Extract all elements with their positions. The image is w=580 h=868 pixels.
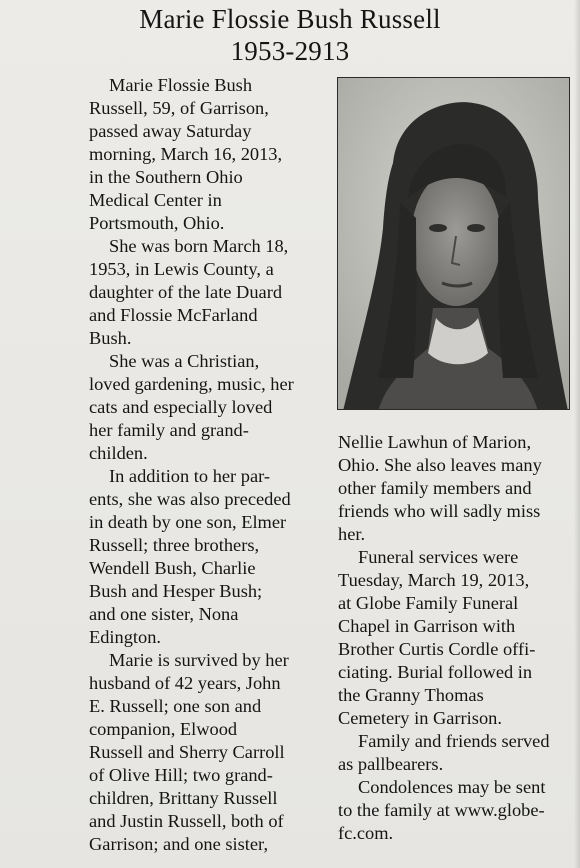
text-line: Ohio. She also leaves many [338, 455, 542, 475]
text-line: Edington. [89, 627, 162, 647]
text-line: She was born March 18, [109, 236, 289, 256]
paragraph-birth [89, 235, 329, 350]
obituary-name: Marie Flossie Bush Russell [139, 4, 441, 34]
text-line: other family members and [338, 478, 532, 498]
text-line: Medical Center in [89, 190, 222, 210]
text-line: and Justin Russell, both of [89, 811, 284, 831]
text-line: Wendell Bush, Charlie [89, 558, 256, 578]
text-line: Nellie Lawhun of Marion, [338, 432, 532, 452]
text-line: friends who will sadly miss [338, 501, 541, 521]
obituary-years: 1953-2913 [230, 36, 350, 66]
text-line: Brother Curtis Cordle offi- [338, 639, 536, 659]
text-line: ciating. Burial followed in [338, 662, 533, 682]
paragraph-interests [89, 350, 329, 465]
text-line: as pallbearers. [338, 754, 444, 774]
text-line: companion, Elwood [89, 719, 238, 739]
text-line: Funeral services were [358, 547, 519, 567]
text-line: morning, March 16, 2013, [89, 144, 283, 164]
text-line: her. [338, 524, 366, 544]
paragraph-pallbearers [338, 730, 578, 776]
text-line: ents, she was also preceded [89, 489, 291, 509]
text-line: and Flossie McFarland [89, 305, 258, 325]
text-line: Garrison; and one sister, [89, 834, 269, 854]
paragraph-survived-by [89, 649, 329, 856]
text-line: Condolences may be sent [358, 777, 546, 797]
text-line: In addition to her par- [109, 466, 271, 486]
paragraph-death-notice [89, 74, 329, 235]
text-line: She was a Christian, [109, 351, 260, 371]
text-line: the Granny Thomas [338, 685, 484, 705]
portrait-illustration [338, 78, 570, 410]
text-line: her family and grand- [89, 420, 249, 440]
text-line: of Olive Hill; two grand- [89, 765, 273, 785]
text-line: childen. [89, 443, 148, 463]
text-line: Cemetery in Garrison. [338, 708, 502, 728]
text-line: Family and friends served [358, 731, 550, 751]
text-line: at Globe Family Funeral [338, 593, 519, 613]
text-line: husband of 42 years, John [89, 673, 281, 693]
text-line: cats and especially loved [89, 397, 273, 417]
text-line: fc.com. [338, 823, 394, 843]
paragraph-condolences [338, 776, 578, 845]
text-line: Bush and Hesper Bush; [89, 581, 263, 601]
scan-shadow-edge [574, 0, 580, 868]
text-line: Portsmouth, Ohio. [89, 213, 225, 233]
paragraph-funeral-services [338, 546, 578, 730]
right-column [338, 431, 578, 845]
text-line: Chapel in Garrison with [338, 616, 516, 636]
text-line: Marie Flossie Bush [109, 75, 253, 95]
portrait-photo [337, 77, 570, 410]
text-line: and one sister, Nona [89, 604, 239, 624]
paragraph-preceded-in-death [89, 465, 329, 649]
text-line: to the family at www.globe- [338, 800, 545, 820]
paragraph-survived-by-continued [338, 431, 578, 546]
text-line: Marie is survived by her [109, 650, 289, 670]
text-line: passed away Saturday [89, 121, 252, 141]
text-line: 1953, in Lewis County, a [89, 259, 274, 279]
text-line: in death by one son, Elmer [89, 512, 287, 532]
text-line: loved gardening, music, her [89, 374, 294, 394]
text-line: Tuesday, March 19, 2013, [338, 570, 530, 590]
text-line: Russell; three brothers, [89, 535, 260, 555]
text-line: E. Russell; one son and [89, 696, 262, 716]
text-line: Russell, 59, of Garrison, [89, 98, 269, 118]
text-line: in the Southern Ohio [89, 167, 243, 187]
text-line: daughter of the late Duard [89, 282, 283, 302]
left-column [89, 74, 329, 856]
text-line: Russell and Sherry Carroll [89, 742, 285, 762]
text-line: Bush. [89, 328, 132, 348]
text-line: children, Brittany Russell [89, 788, 278, 808]
